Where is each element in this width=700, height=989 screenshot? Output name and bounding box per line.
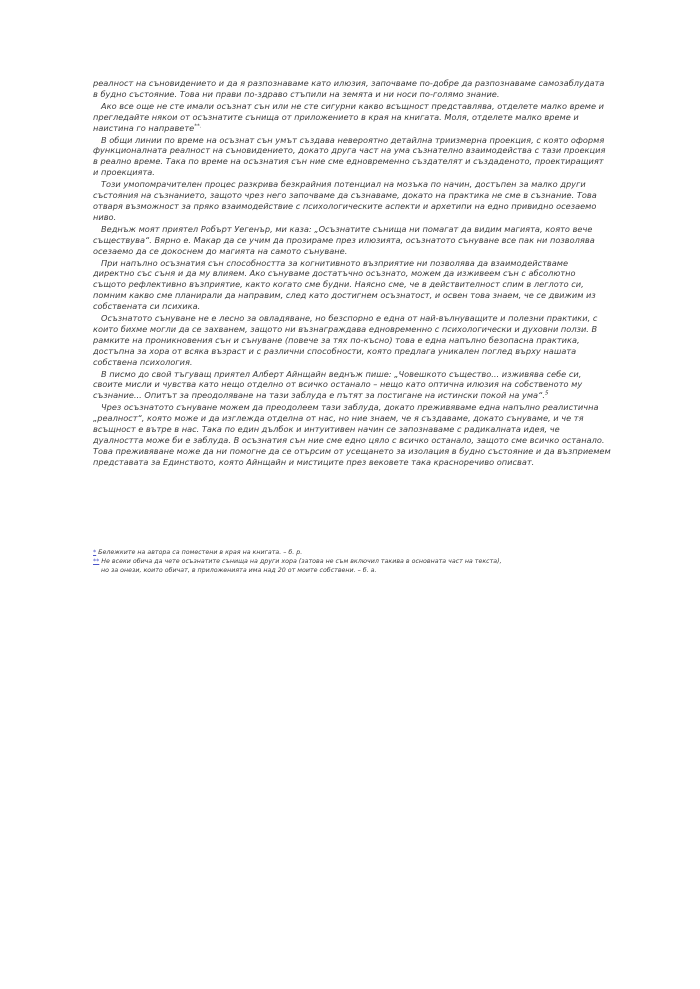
paragraph [93, 179, 611, 223]
paragraph-text: В общи линии по време на осъзнат сън умът създава невероятно детайлна триизмерна проекция, с която оформя функционалната реалност на съновидението, докато друга част на ума съзнателно взаимодейства с тази проекция в реално време. Така по време на осъзнатия сън ние сме едновременно създателят и създаденото, проектиращият и проекцията. [93, 134, 606, 178]
paragraph-text: При напълно осъзнатия сън способността за когнитивното възприятие ни позволява да взаимодействаме директно със съня и да му влияем. Ако сънуваме достатъчно осъзнато, можем да изживеем сън с абсолютно същото рефлективно възприятие, както когато сме будни. Наясно сме, че в действителност спим в леглото си, помним какво сме планирали да направим, след като достигнем осъзнатост, и освен това знаем, че се движим из собствената си психика. [93, 257, 596, 312]
footnotes [93, 548, 613, 576]
paragraph-text: Чрез осъзнатото сънуване можем да преодолеем тази заблуда, докато преживяваме една напълно реалистична „реалност“, която може и да изглежда отделна от нас, но ние знаем, че я създаваме, докато сънуваме, и че тя всъщност е вътре в нас. Така по един дълбок и интуитивен начин се запознаваме с радикалната идея, че дуалността може би е заблуда. В осъзнатия сън ние сме едно цяло с всичко останало, защото сме всичко останало. Това преживяване може да ни помогне да се отърсим от усещането за изолация в будно състояние и да възприемем представата за Единството, която Айнщайн и мистиците през вековете така красноречиво описват. [93, 402, 611, 467]
paragraph-text: реалност на съновидението и да я разпознаваме като илюзия, започваме по-добре да разпознаваме самозаблудата в будно състояние. Това ни прави по-здраво стъпили на земята и ни носи по-голямо знание. [93, 78, 605, 99]
paragraph [93, 101, 611, 134]
footnote-text: Бележките на автора са поместени в края на книгата. – б. р. [98, 549, 303, 556]
paragraph-text: Ако все още не сте имали осъзнат сън или не сте сигурни какво всъщност представлява, отделете малко време и прегледайте някои от осъзнатите сънища от приложението в края на книгата. Моля, отделете малко време и наистина го направете [93, 100, 604, 133]
footnote-continuation [93, 566, 613, 575]
paragraph-text: В писмо до свой тъгуващ приятел Алберт Айнщайн веднъж пише: „Човешкото същество... изживява себе си, своите мисли и чувства като нещо отделно от всичко останало – нещо като оптична илюзия на собственото му съзнание... Опитът за преодоляване на тази заблуда е пътят за постигане на истински покой на ума“. [93, 368, 583, 401]
paragraph-text: Осъзнатото сънуване не е лесно за овладяване, но безспорно е една от най-вълнуващите и полезни практики, с които бихме могли да се захванем, защото ни възнаграждава едновременно с психологически и духовни ползи. В рамките на проникновения сън и сънуване (повече за тях по-късно) това е една напълно безопасна практика, достъпна за хора от всяка възраст и с различни способности, която предлага уникален поглед върху нашата собствена психология. [93, 313, 598, 367]
paragraph [93, 224, 611, 257]
paragraph [93, 135, 611, 179]
footnote-marker-link[interactable]: ** [93, 558, 100, 566]
footnote [93, 557, 613, 566]
footnote-text: Не всеки обича да чете осъзнатите сънища на други хора (затова не съм включил такива в основната част на текста), [101, 558, 502, 566]
footnote-reference[interactable]: **. [194, 122, 202, 129]
paragraph [93, 258, 611, 313]
footnote [93, 548, 613, 557]
paragraph [93, 402, 611, 467]
endnote-reference: 5 [544, 390, 549, 397]
paragraph [93, 78, 611, 100]
paragraph [93, 313, 611, 368]
paragraph-text: Този умопомрачителен процес разкрива безкрайния потенциал на мозъка по начин, достъпен за малко други състояния на съзнанието, защото чрез него започваме да съзнаваме, докато на практика не сме в съзнание. Това отваря възможност за пряко взаимодействие с психологическите аспекти и архетипи на едно привидно осезаемо ниво. [93, 179, 597, 222]
footnote-text: но за онези, които обичат, в приложенията има над 20 от моите собствени. – б. а. [101, 567, 377, 575]
footnote-marker-link[interactable]: * [93, 549, 97, 556]
paragraph-text: Веднъж моят приятел Робърт Уегенър, ми каза: „Осъзнатите сънища ни помагат да видим магията, която вече съществува“. Вярно е. Макар да се учим да прозираме през илюзията, осъзнатото сънуване все пак ни позволява осезаемо да се докоснем до магията на самото сънуване. [93, 223, 595, 256]
paragraph [93, 369, 611, 402]
body-text [93, 78, 611, 468]
